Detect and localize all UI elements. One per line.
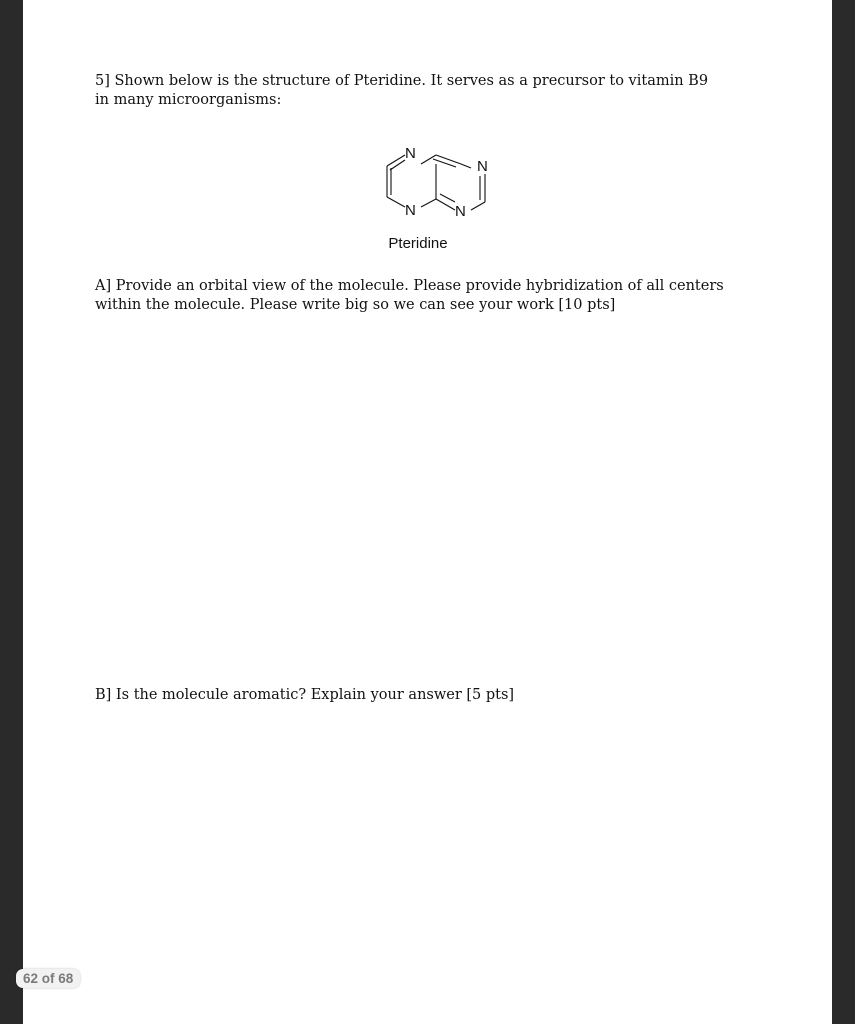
pteridine-structure — [343, 136, 493, 226]
atom-n2: N — [477, 158, 488, 175]
molecule-bonds — [387, 155, 485, 210]
document-page — [23, 0, 832, 1024]
question-part-a: A] Provide an orbital view of the molecule. Please provide hybridization of all centers within the molecule. Please write big so we can see your work [10 pts] — [95, 278, 724, 313]
molecule-caption: Pteridine — [388, 235, 448, 252]
atom-n3: N — [455, 203, 466, 220]
question-part-b: B] Is the molecule aromatic? Explain your answer [5 pts] — [95, 687, 515, 703]
question-intro: 5] Shown below is the structure of Pteridine. It serves as a precursor to vitamin B9 in many microorganisms: — [95, 73, 709, 108]
atom-n4: N — [405, 202, 416, 219]
page-counter: 62 of 68 — [16, 969, 80, 988]
atom-n1: N — [405, 145, 416, 162]
